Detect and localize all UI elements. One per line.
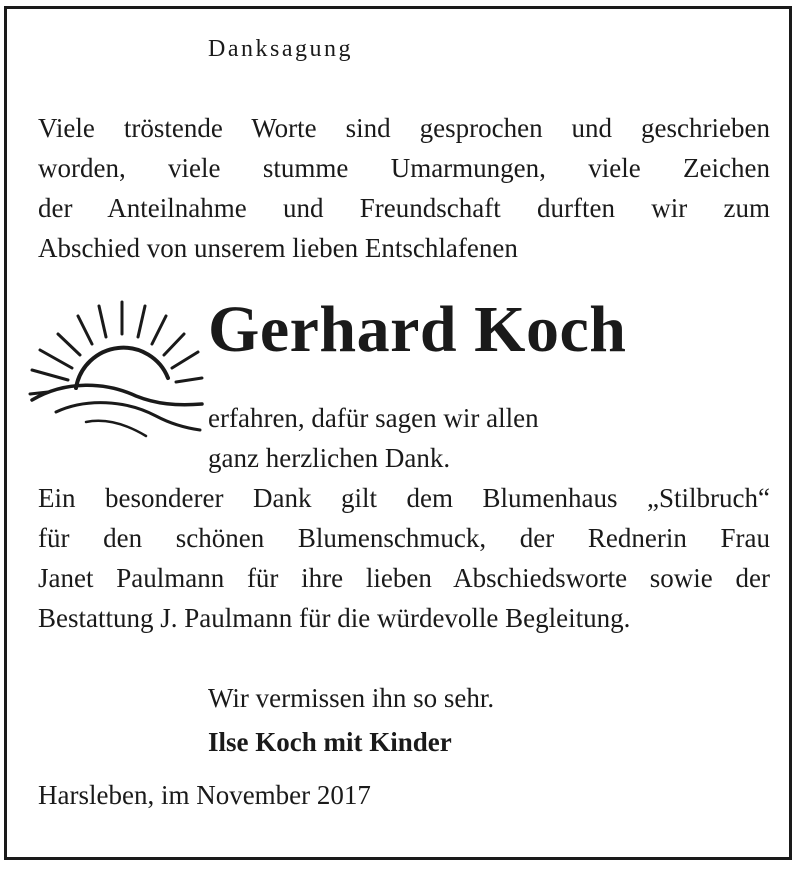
notice-heading: Danksagung [208, 36, 353, 62]
special-line: Bestattung J. Paulmann für die würdevolle Begleitung. [38, 603, 631, 633]
special-line: Janet Paulmann für ihre lieben Abschiedsworte sowie der [38, 563, 770, 593]
intro-line: der Anteilnahme und Freundschaft durften wir zum [38, 193, 770, 223]
deceased-name: Gerhard Koch [208, 293, 627, 366]
special-line: für den schönen Blumenschmuck, der Rednerin Frau [38, 523, 770, 553]
intro-paragraph [38, 108, 770, 268]
thanks-line: erfahren, dafür sagen wir allen [208, 403, 539, 433]
intro-line: Viele tröstende Worte sind gesprochen und geschrieben [38, 113, 770, 143]
thanks-text [208, 398, 539, 478]
place-date: Harsleben, im November 2017 [38, 780, 371, 810]
special-line: Ein besonderer Dank gilt dem Blumenhaus „Stilbruch“ [38, 483, 770, 513]
intro-line: worden, viele stumme Umarmungen, viele Zeichen [38, 153, 770, 183]
intro-line: Abschied von unserem lieben Entschlafenen [38, 233, 518, 263]
closing-block [208, 676, 494, 764]
special-thanks-paragraph [38, 478, 770, 638]
closing-line: Wir vermissen ihn so sehr. [208, 683, 495, 713]
thanks-line: ganz herzlichen Dank. [208, 443, 451, 473]
signature: Ilse Koch mit Kinder [208, 727, 452, 757]
sunset-over-hills-icon [26, 300, 206, 445]
